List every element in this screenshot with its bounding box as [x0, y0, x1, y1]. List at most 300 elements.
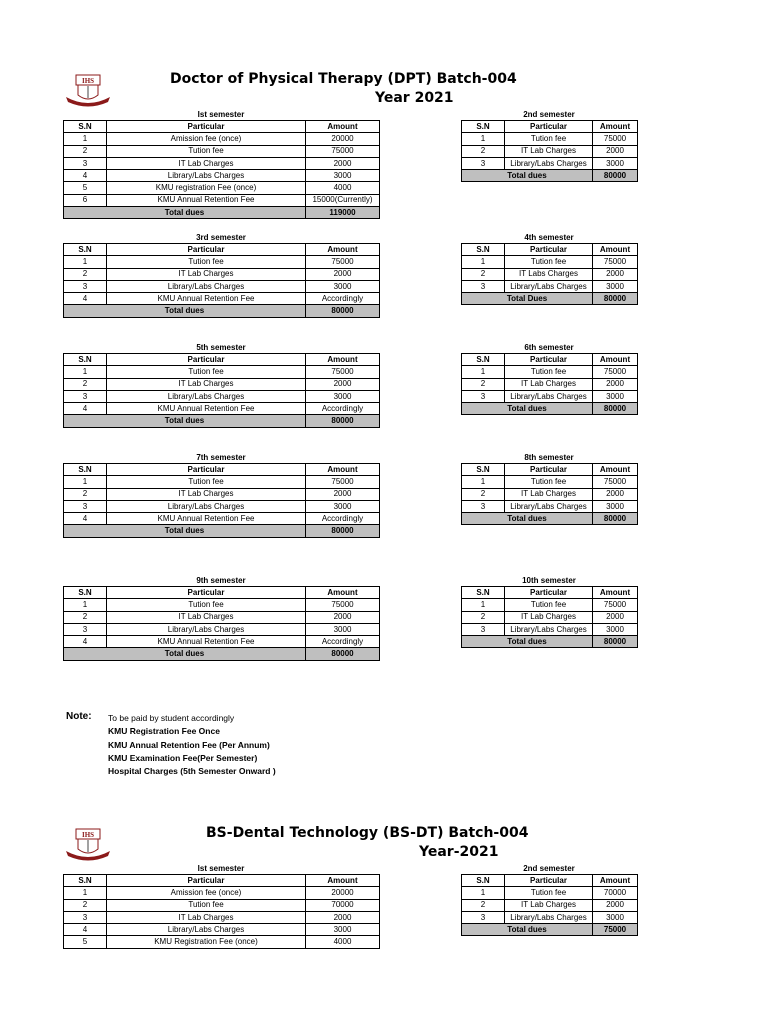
semester-title: Ist semester — [197, 864, 245, 873]
particular-cell: KMU Annual Retention Fee — [107, 194, 306, 206]
sn-cell: 2 — [64, 611, 107, 623]
particular-header: Particular — [505, 244, 593, 256]
institute-logo — [64, 73, 112, 109]
table-header-row — [462, 587, 638, 599]
program-title: Doctor of Physical Therapy (DPT) Batch-004 — [170, 71, 517, 87]
particular-header: Particular — [505, 587, 593, 599]
particular-cell: IT Lab Charges — [107, 911, 306, 923]
amount-cell: 3000 — [593, 623, 638, 635]
fee-table — [63, 586, 380, 661]
amount-header: Amount — [306, 244, 380, 256]
particular-cell: Library/Labs Charges — [107, 924, 306, 936]
sn-cell: 5 — [64, 182, 107, 194]
table-row — [64, 936, 380, 948]
sn-header: S.N — [462, 875, 505, 887]
particular-cell: IT Labs Charges — [505, 268, 593, 280]
sn-cell: 3 — [462, 623, 505, 635]
institute-logo — [64, 827, 112, 863]
particular-cell: Tution fee — [107, 256, 306, 268]
amount-cell: 3000 — [306, 623, 380, 635]
particular-cell: IT Lab Charges — [505, 145, 593, 157]
amount-cell: 70000 — [593, 887, 638, 899]
sn-cell: 4 — [64, 403, 107, 415]
semester-table — [63, 863, 379, 949]
total-amount: 75000 — [593, 924, 638, 936]
amount-cell: 75000 — [593, 366, 638, 378]
sn-cell: 2 — [462, 268, 505, 280]
program-year: Year-2021 — [419, 844, 499, 860]
amount-cell: 2000 — [593, 488, 638, 500]
table-row — [64, 268, 380, 280]
particular-cell: Library/Labs Charges — [505, 623, 593, 635]
sn-cell: 3 — [462, 280, 505, 292]
table-row — [462, 623, 638, 635]
total-row — [64, 207, 380, 219]
total-label: Total dues — [462, 924, 593, 936]
table-row — [462, 280, 638, 292]
amount-cell: 2000 — [306, 157, 380, 169]
svg-text:IHS: IHS — [81, 831, 95, 839]
particular-cell: Tution fee — [107, 899, 306, 911]
total-amount: 119000 — [306, 207, 380, 219]
sn-cell: 2 — [462, 611, 505, 623]
semester-table — [461, 452, 637, 525]
amount-cell: 2000 — [306, 911, 380, 923]
total-row — [64, 648, 380, 660]
sn-cell: 3 — [64, 500, 107, 512]
semester-title: 4th semester — [524, 233, 574, 242]
particular-cell: KMU Annual Retention Fee — [107, 636, 306, 648]
particular-cell: IT Lab Charges — [107, 157, 306, 169]
particular-cell: Tution fee — [107, 476, 306, 488]
total-row — [64, 305, 380, 317]
total-amount: 80000 — [593, 513, 638, 525]
table-row — [462, 145, 638, 157]
amount-header: Amount — [593, 464, 638, 476]
table-header-row — [462, 244, 638, 256]
table-row — [64, 194, 380, 206]
table-row — [64, 170, 380, 182]
total-label: Total dues — [462, 170, 593, 182]
total-amount: 80000 — [306, 305, 380, 317]
table-row — [462, 390, 638, 402]
amount-cell: 70000 — [306, 899, 380, 911]
amount-header: Amount — [306, 587, 380, 599]
total-label: Total dues — [462, 513, 593, 525]
fee-table — [63, 463, 380, 538]
particular-cell: IT Lab Charges — [107, 611, 306, 623]
particular-header: Particular — [107, 875, 306, 887]
semester-title: 2nd semester — [523, 110, 575, 119]
table-header-row — [64, 354, 380, 366]
semester-table — [63, 452, 379, 538]
table-row — [64, 378, 380, 390]
amount-cell: 75000 — [306, 366, 380, 378]
particular-cell: KMU registration Fee (once) — [107, 182, 306, 194]
sn-cell: 1 — [462, 133, 505, 145]
sn-cell: 4 — [64, 924, 107, 936]
particular-cell: IT Lab Charges — [107, 488, 306, 500]
particular-header: Particular — [505, 875, 593, 887]
sn-header: S.N — [64, 464, 107, 476]
total-row — [64, 415, 380, 427]
table-row — [64, 599, 380, 611]
table-row — [64, 636, 380, 648]
particular-cell: KMU Annual Retention Fee — [107, 403, 306, 415]
sn-cell: 3 — [462, 157, 505, 169]
program-year: Year 2021 — [375, 90, 454, 106]
table-header-row — [64, 587, 380, 599]
amount-cell: 75000 — [306, 145, 380, 157]
total-amount: 80000 — [593, 403, 638, 415]
sn-cell: 2 — [64, 378, 107, 390]
amount-cell: 75000 — [306, 476, 380, 488]
table-row — [462, 268, 638, 280]
amount-header: Amount — [306, 354, 380, 366]
total-row — [64, 525, 380, 537]
sn-cell: 3 — [64, 623, 107, 635]
fee-table — [461, 463, 638, 525]
table-row — [64, 611, 380, 623]
sn-cell: 4 — [64, 293, 107, 305]
table-header-row — [64, 244, 380, 256]
semester-title: 2nd semester — [523, 864, 575, 873]
particular-cell: IT Lab Charges — [505, 488, 593, 500]
svg-text:IHS: IHS — [81, 77, 95, 85]
total-label: Total dues — [64, 207, 306, 219]
particular-cell: KMU Annual Retention Fee — [107, 293, 306, 305]
amount-cell: 2000 — [306, 488, 380, 500]
amount-cell: 2000 — [306, 268, 380, 280]
amount-header: Amount — [593, 587, 638, 599]
table-header-row — [64, 875, 380, 887]
semester-table — [63, 232, 379, 318]
total-row — [462, 293, 638, 305]
amount-cell: 75000 — [593, 256, 638, 268]
sn-cell: 1 — [462, 256, 505, 268]
total-row — [462, 924, 638, 936]
amount-cell: 2000 — [593, 268, 638, 280]
semester-title: 3rd semester — [196, 233, 246, 242]
sn-header: S.N — [462, 354, 505, 366]
semester-table — [461, 232, 637, 305]
table-row — [64, 256, 380, 268]
particular-cell: Tution fee — [505, 887, 593, 899]
amount-cell: 3000 — [593, 911, 638, 923]
amount-header: Amount — [593, 244, 638, 256]
particular-cell: Library/Labs Charges — [505, 157, 593, 169]
total-row — [462, 403, 638, 415]
particular-header: Particular — [505, 464, 593, 476]
table-row — [64, 293, 380, 305]
particular-cell: IT Lab Charges — [505, 378, 593, 390]
fee-table — [63, 243, 380, 318]
amount-cell: 2000 — [593, 145, 638, 157]
particular-cell: Library/Labs Charges — [107, 623, 306, 635]
table-row — [64, 403, 380, 415]
total-row — [462, 170, 638, 182]
particular-cell: Library/Labs Charges — [505, 280, 593, 292]
semester-title: 5th semester — [196, 343, 246, 352]
table-row — [64, 182, 380, 194]
semester-title: Ist semester — [197, 110, 245, 119]
table-row — [64, 488, 380, 500]
semester-table — [461, 342, 637, 415]
total-amount: 80000 — [306, 525, 380, 537]
sn-cell: 1 — [64, 887, 107, 899]
sn-cell: 1 — [64, 256, 107, 268]
table-row — [462, 366, 638, 378]
table-header-row — [462, 121, 638, 133]
fee-table — [461, 120, 638, 182]
sn-cell: 3 — [462, 500, 505, 512]
sn-cell: 1 — [462, 887, 505, 899]
particular-cell: Library/Labs Charges — [107, 500, 306, 512]
table-row — [462, 899, 638, 911]
table-row — [462, 488, 638, 500]
semester-title: 8th semester — [524, 453, 574, 462]
total-label: Total dues — [462, 403, 593, 415]
note-item: Hospital Charges (5th Semester Onward ) — [108, 766, 276, 776]
particular-header: Particular — [505, 121, 593, 133]
particular-cell: Tution fee — [107, 366, 306, 378]
particular-cell: KMU Annual Retention Fee — [107, 513, 306, 525]
sn-cell: 1 — [462, 599, 505, 611]
total-amount: 80000 — [306, 415, 380, 427]
amount-cell: 2000 — [306, 611, 380, 623]
table-row — [64, 623, 380, 635]
total-label: Total dues — [64, 305, 306, 317]
table-header-row — [64, 464, 380, 476]
amount-cell: Accordingly — [306, 403, 380, 415]
amount-cell: 2000 — [306, 378, 380, 390]
table-row — [462, 256, 638, 268]
particular-cell: Tution fee — [505, 599, 593, 611]
particular-cell: Library/Labs Charges — [107, 280, 306, 292]
table-row — [64, 366, 380, 378]
particular-header: Particular — [505, 354, 593, 366]
total-amount: 80000 — [593, 170, 638, 182]
sn-cell: 3 — [64, 390, 107, 402]
sn-cell: 1 — [64, 599, 107, 611]
sn-header: S.N — [462, 464, 505, 476]
sn-cell: 2 — [64, 488, 107, 500]
amount-cell: 15000(Currently) — [306, 194, 380, 206]
amount-cell: Accordingly — [306, 293, 380, 305]
particular-cell: Amission fee (once) — [107, 133, 306, 145]
particular-cell: Tution fee — [505, 366, 593, 378]
particular-header: Particular — [107, 464, 306, 476]
table-header-row — [462, 354, 638, 366]
amount-cell: 3000 — [593, 280, 638, 292]
sn-cell: 3 — [462, 390, 505, 402]
particular-cell: Library/Labs Charges — [505, 911, 593, 923]
sn-cell: 6 — [64, 194, 107, 206]
table-row — [64, 390, 380, 402]
amount-cell: 75000 — [306, 256, 380, 268]
amount-header: Amount — [593, 121, 638, 133]
sn-header: S.N — [64, 121, 107, 133]
sn-header: S.N — [462, 121, 505, 133]
particular-header: Particular — [107, 587, 306, 599]
fee-table — [63, 120, 380, 219]
total-label: Total dues — [64, 415, 306, 427]
total-row — [462, 513, 638, 525]
table-row — [64, 145, 380, 157]
particular-cell: IT Lab Charges — [505, 899, 593, 911]
note-label: Note: — [66, 711, 92, 722]
semester-table — [63, 342, 379, 428]
particular-cell: Library/Labs Charges — [107, 170, 306, 182]
note-intro: To be paid by student accordingly — [108, 713, 235, 723]
particular-cell: Tution fee — [505, 256, 593, 268]
sn-cell: 1 — [64, 476, 107, 488]
total-label: Total Dues — [462, 293, 593, 305]
note-item: KMU Registration Fee Once — [108, 726, 220, 736]
table-row — [64, 887, 380, 899]
sn-cell: 2 — [462, 488, 505, 500]
total-label: Total dues — [64, 525, 306, 537]
table-header-row — [64, 121, 380, 133]
sn-cell: 5 — [64, 936, 107, 948]
semester-table — [461, 109, 637, 182]
particular-header: Particular — [107, 121, 306, 133]
amount-cell: 3000 — [306, 170, 380, 182]
sn-cell: 1 — [64, 133, 107, 145]
amount-header: Amount — [306, 121, 380, 133]
table-row — [462, 378, 638, 390]
fee-table — [461, 243, 638, 305]
amount-cell: 3000 — [593, 390, 638, 402]
note-item: KMU Examination Fee(Per Semester) — [108, 753, 258, 763]
table-row — [64, 133, 380, 145]
semester-title: 6th semester — [524, 343, 574, 352]
total-amount: 80000 — [593, 293, 638, 305]
total-amount: 80000 — [306, 648, 380, 660]
amount-cell: 4000 — [306, 936, 380, 948]
sn-cell: 2 — [64, 145, 107, 157]
semester-table — [461, 575, 637, 648]
sn-header: S.N — [64, 354, 107, 366]
sn-header: S.N — [462, 244, 505, 256]
table-header-row — [462, 464, 638, 476]
semester-title: 10th semester — [522, 576, 576, 585]
sn-cell: 1 — [64, 366, 107, 378]
amount-cell: 3000 — [306, 500, 380, 512]
particular-header: Particular — [107, 244, 306, 256]
particular-cell: Tution fee — [505, 476, 593, 488]
semester-table — [63, 575, 379, 661]
fee-table — [63, 353, 380, 428]
sn-cell: 4 — [64, 513, 107, 525]
total-label: Total dues — [64, 648, 306, 660]
particular-cell: Tution fee — [107, 145, 306, 157]
table-row — [64, 280, 380, 292]
table-row — [462, 500, 638, 512]
semester-table — [461, 863, 637, 936]
particular-cell: Library/Labs Charges — [505, 390, 593, 402]
total-label: Total dues — [462, 636, 593, 648]
table-row — [64, 157, 380, 169]
table-row — [64, 476, 380, 488]
sn-cell: 2 — [462, 145, 505, 157]
fee-table — [461, 353, 638, 415]
table-row — [64, 500, 380, 512]
particular-cell: IT Lab Charges — [505, 611, 593, 623]
sn-header: S.N — [64, 875, 107, 887]
amount-cell: 3000 — [593, 500, 638, 512]
table-row — [462, 887, 638, 899]
particular-cell: Tution fee — [107, 599, 306, 611]
semester-table — [63, 109, 379, 219]
sn-cell: 3 — [64, 280, 107, 292]
fee-table — [461, 874, 638, 936]
amount-cell: 20000 — [306, 887, 380, 899]
sn-cell: 2 — [462, 378, 505, 390]
table-row — [64, 924, 380, 936]
sn-cell: 2 — [462, 899, 505, 911]
semester-title: 7th semester — [196, 453, 246, 462]
particular-cell: Tution fee — [505, 133, 593, 145]
table-row — [64, 899, 380, 911]
particular-cell: Library/Labs Charges — [505, 500, 593, 512]
sn-cell: 3 — [64, 911, 107, 923]
amount-cell: Accordingly — [306, 636, 380, 648]
particular-cell: Amission fee (once) — [107, 887, 306, 899]
amount-cell: 75000 — [593, 133, 638, 145]
amount-cell: 3000 — [306, 924, 380, 936]
amount-cell: 2000 — [593, 611, 638, 623]
amount-cell: 3000 — [593, 157, 638, 169]
table-row — [462, 157, 638, 169]
particular-cell: KMU Registration Fee (once) — [107, 936, 306, 948]
amount-cell: 3000 — [306, 280, 380, 292]
particular-cell: IT Lab Charges — [107, 268, 306, 280]
table-row — [462, 599, 638, 611]
sn-header: S.N — [462, 587, 505, 599]
amount-header: Amount — [593, 354, 638, 366]
total-amount: 80000 — [593, 636, 638, 648]
sn-cell: 4 — [64, 170, 107, 182]
sn-header: S.N — [64, 587, 107, 599]
amount-cell: 75000 — [593, 476, 638, 488]
particular-cell: Library/Labs Charges — [107, 390, 306, 402]
table-row — [462, 476, 638, 488]
sn-cell: 1 — [462, 476, 505, 488]
amount-header: Amount — [593, 875, 638, 887]
table-row — [462, 133, 638, 145]
amount-cell: 2000 — [593, 378, 638, 390]
table-row — [462, 911, 638, 923]
table-header-row — [462, 875, 638, 887]
fee-table — [461, 586, 638, 648]
amount-cell: 75000 — [593, 599, 638, 611]
table-row — [462, 611, 638, 623]
amount-cell: 4000 — [306, 182, 380, 194]
semester-title: 9th semester — [196, 576, 246, 585]
table-row — [64, 911, 380, 923]
fee-table — [63, 874, 380, 949]
sn-cell: 3 — [64, 157, 107, 169]
amount-cell: 20000 — [306, 133, 380, 145]
program-title: BS-Dental Technology (BS-DT) Batch-004 — [206, 825, 529, 841]
amount-cell: Accordingly — [306, 513, 380, 525]
particular-cell: IT Lab Charges — [107, 378, 306, 390]
table-row — [64, 513, 380, 525]
amount-header: Amount — [306, 464, 380, 476]
sn-header: S.N — [64, 244, 107, 256]
total-row — [462, 636, 638, 648]
